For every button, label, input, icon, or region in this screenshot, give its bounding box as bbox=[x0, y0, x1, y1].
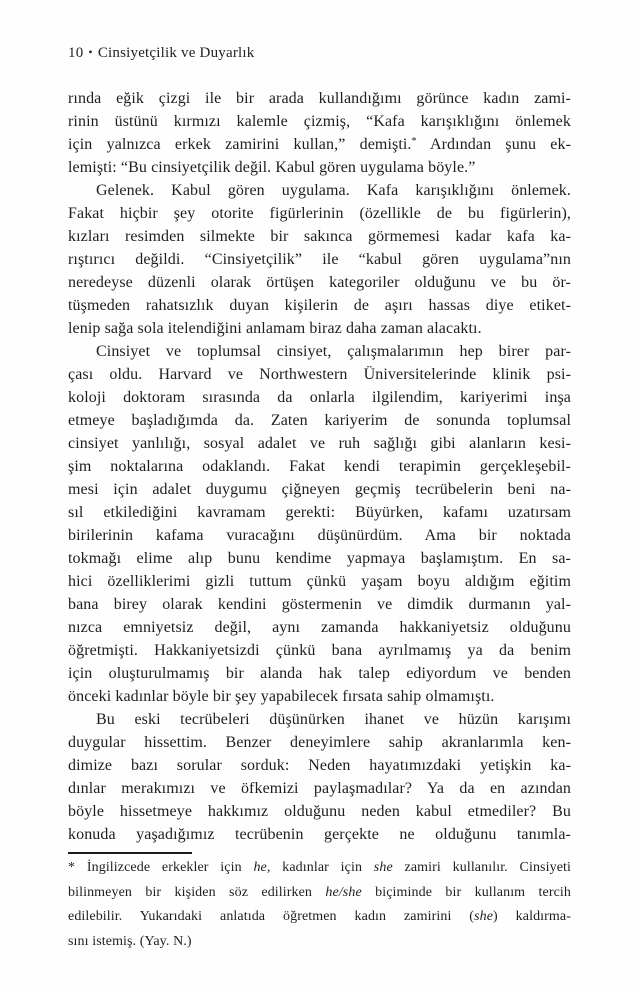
text-line: nızca emniyetsiz değil, aynı zamanda hakkaniyetsiz olduğunu bbox=[68, 619, 571, 636]
text-line: rıştırıcı değildi. “Cinsiyetçilik” ile “kabul gören uygulama”nın bbox=[68, 251, 571, 268]
page-number: 10 bbox=[68, 45, 84, 61]
text-line: duygular hissettim. Benzer deneyimlere sahip akranlarımla ken- bbox=[68, 734, 571, 751]
paragraph bbox=[68, 179, 571, 340]
text-line: sıl etkilediğini kavramam gerekti: Büyürken, kafamı uzatırsam bbox=[68, 504, 571, 521]
text-line: tüşmeden rahatsızlık duyan kişilerin de aşırı hassas diye etiket- bbox=[68, 297, 571, 314]
text-line: hici özelliklerimi gizli tuttum çünkü yaşam boyu aldığım eğitim bbox=[68, 573, 571, 590]
text-line: koloji doktoram sırasında da onlarla ilgilendim, kariyerimi inşa bbox=[68, 389, 571, 406]
text-line: tokmağı elime alıp bunu kendime yapmaya başlamıştım. En sa- bbox=[68, 550, 571, 567]
text-line: dınlar merakımızı ve öfkemizi paylaşmadılar? Ya da en azından bbox=[68, 780, 571, 797]
text-line: dimize bazı sorular sorduk: Neden hayatımızdaki yetişkin ka- bbox=[68, 757, 571, 774]
paragraph bbox=[68, 87, 571, 179]
text-line: Bu eski tecrübeleri düşünürken ihanet ve hüzün karışımı bbox=[96, 711, 571, 728]
paragraph bbox=[68, 340, 571, 708]
text-line: için yalnızca erkek zamirini kullan,” demişti.* Ardından şunu ek- bbox=[68, 136, 571, 153]
footnote bbox=[68, 856, 571, 954]
footnote-line: bilinmeyen bir kişiden söz edilirken he/she biçiminde bir kullanım tercih bbox=[68, 884, 571, 900]
text-line: neredeyse düzenli olarak örtüşen kategoriler olduğunu ve bu ör- bbox=[68, 274, 571, 291]
text-line: Gelenek. Kabul gören uygulama. Kafa karışıklığını önlemek. bbox=[96, 182, 571, 199]
text-line: rinin üstünü kırmızı kalemle çizmiş, “Kafa karışıklığını önlemek bbox=[68, 113, 571, 130]
text-line: önceki kadınlar böyle bir şey yapabilecek fırsata sahip olmamıştı. bbox=[68, 688, 495, 705]
text-line: rında eğik çizgi ile bir arada kullandığımı görünce kadın zami- bbox=[68, 90, 571, 107]
text-line: çası oldu. Harvard ve Northwestern Üniversitelerinde klinik psi- bbox=[68, 366, 571, 383]
text-line: konuda yaşadığımız tecrübenin gerçekte ne olduğunu tanımla- bbox=[68, 826, 571, 843]
footnote-line: * İngilizcede erkekler için he, kadınlar için she zamiri kullanılır. Cinsiyeti bbox=[68, 860, 571, 875]
text-line: için oluşturulmamış bir alanda hak talep ediyordum ve benden bbox=[68, 665, 571, 682]
text-line: kızları resimden silmekte bir sakınca görmemesi kadar kafa ka- bbox=[68, 228, 571, 245]
text-line: böyle hissetmeye hakkımız olduğunu neden kabul etmediler? Bu bbox=[68, 803, 571, 820]
text-line: lenip sağa sola itelendiğini anlamam biraz daha zaman alacaktı. bbox=[68, 320, 482, 337]
text-line: öğretmişti. Hakkaniyetsizdi çünkü bana ayrılmamış ya da benim bbox=[68, 642, 571, 659]
text-line: mesi için adalet duygumu çiğneyen geçmiş tecrübelerin beni na- bbox=[68, 481, 571, 498]
header-bullet-separator: • bbox=[88, 45, 93, 59]
running-title: Cinsiyetçilik ve Duyarlık bbox=[97, 45, 255, 61]
text-line: birilerinin kafama vuracağını düşünürdüm. Ama bir noktada bbox=[68, 527, 571, 544]
running-header bbox=[68, 45, 254, 62]
text-line: bana birey olarak kendini göstermenin ve dimdik durmanın yal- bbox=[68, 596, 571, 613]
text-line: etmeye başladığımda da. Zaten kariyerim de sonunda toplumsal bbox=[68, 412, 571, 429]
text-line: şim noktalarına odaklandı. Fakat kendi terapimin gerçekleşebil- bbox=[68, 458, 571, 475]
text-line: Cinsiyet ve toplumsal cinsiyet, çalışmalarımın hep birer par- bbox=[96, 343, 571, 360]
text-line: lemişti: “Bu cinsiyetçilik değil. Kabul gören uygulama böyle.” bbox=[68, 159, 476, 176]
body-text bbox=[68, 87, 571, 846]
footnote-line: sını istemiş. (Yay. N.) bbox=[68, 933, 192, 949]
text-line: Fakat hiçbir şey otorite figürlerinin (özellikle de bu figürlerin), bbox=[68, 205, 571, 222]
paragraph bbox=[68, 708, 571, 846]
text-line: cinsiyet yanlılığı, sosyal adalet ve ruh sağlığı gibi alanların kesi- bbox=[68, 435, 571, 452]
footnote-line: edilebilir. Yukarıdaki anlatıda öğretmen kadın zamirini (she) kaldırma- bbox=[68, 909, 571, 924]
footnote-separator-rule bbox=[68, 852, 192, 854]
footnote-reference-asterisk: * bbox=[411, 136, 417, 147]
